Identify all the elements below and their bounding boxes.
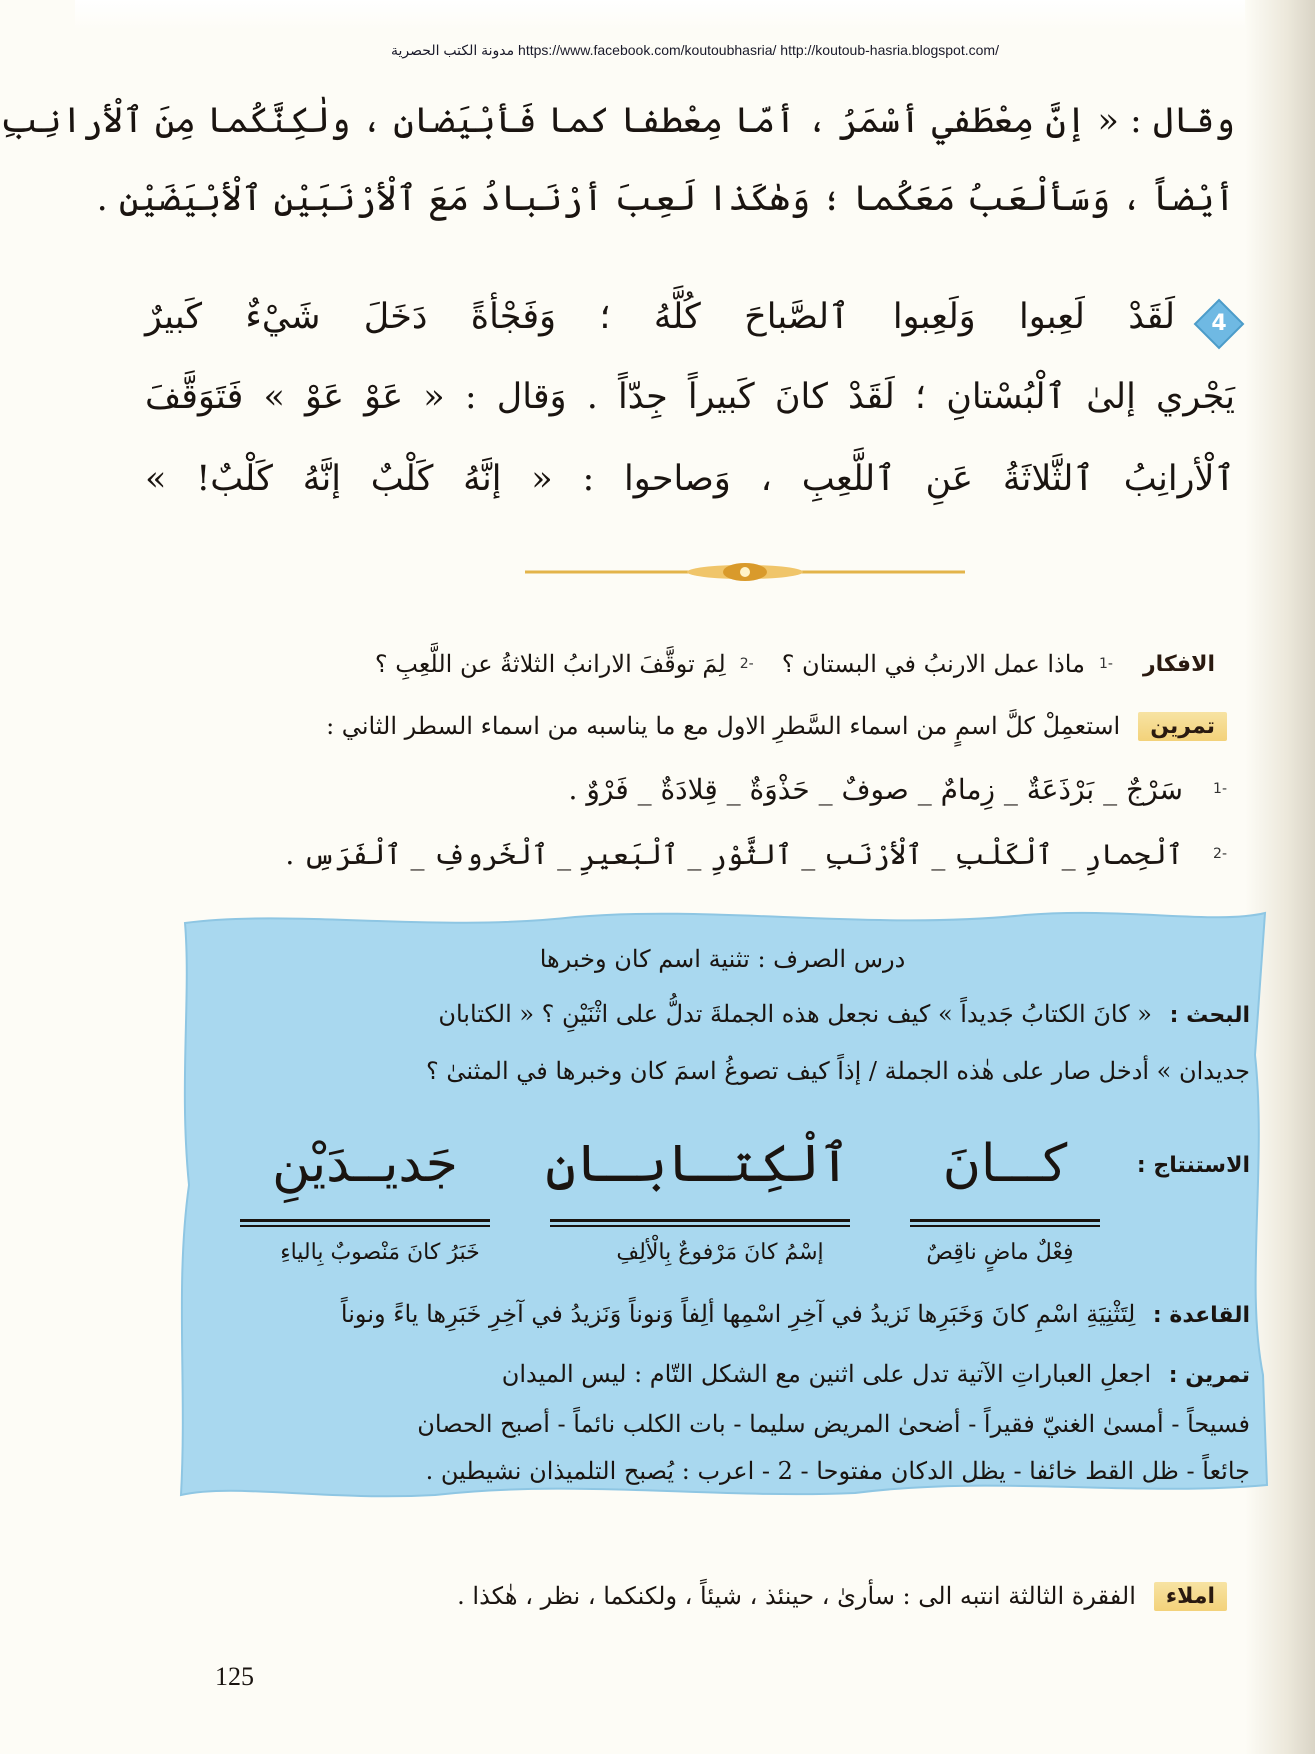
dictation-text: الفقرة الثالثة انتبه الى : سأرىٰ ، حينئذ ، شيئاً ، ولكنكما ، نظر ، هٰكذا .	[457, 1582, 1136, 1610]
caption-alkitaban: إسْمُ كانَ مَرْفوعٌ بِالْألِفِ	[616, 1240, 824, 1265]
underline-kana	[910, 1219, 1100, 1227]
word-jadidayn: جَديــدَيْنِ	[272, 1134, 458, 1194]
ideas-q2-number: -2	[739, 656, 754, 672]
ideas-row	[157, 640, 1227, 688]
panel-exercise-label: تمرين :	[1168, 1363, 1250, 1388]
word-alkitaban: ٱلْكِتـابـانِ	[545, 1134, 850, 1194]
caption-jadidayn: خَبَرُ كانَ مَنْصوبٌ بِالياءِ	[280, 1240, 480, 1265]
rule-label: القاعدة :	[1152, 1303, 1250, 1328]
lesson-title: درس الصرف : تثنية اسم كان وخبرها	[539, 945, 906, 973]
panel-exercise-line-2: فسيحاً - أمسىٰ الغنيّ فقيراً - أضحىٰ المريض سليما - بات الكلب نائماً - أصبح الحصان	[417, 1410, 1250, 1438]
exercise-row-1-number: -1	[1213, 781, 1227, 797]
exercise-row-2-number: -2	[1213, 846, 1227, 862]
story-line-1: وقال : « إنَّ مِعْطَفي أسْمَرُ ، أمّا مِعْطفا كما فَأبْيَضانِ ، ولٰكِنَّكُما مِنَ ٱلْأرانِبِ	[0, 101, 1235, 141]
story-line-2: أيْضاً ، وَسَألْعَبُ مَعَكُما ؛ وَهٰكَذا لَعِبَ أرْنَبادُ مَعَ ٱلْأرْنَبَيْنِ ٱلْأبْيَضَيْنِ .	[96, 179, 1235, 219]
page-number: 125	[215, 1662, 254, 1691]
panel-exercise-text-1: اجعلِ العباراتِ الآتية تدل على اثنين مع الشكل التّام : ليس الميدان	[501, 1360, 1152, 1388]
word-kana: كـــانَ	[942, 1134, 1068, 1194]
underline-alkitaban	[550, 1219, 850, 1227]
caption-kana: فِعْلٌ ماضٍ ناقِصٌ	[926, 1240, 1074, 1265]
panel-exercise-line-1	[200, 1360, 1250, 1388]
paragraph-number: 4	[1211, 311, 1227, 336]
story-line-5: ٱلْأرانِبُ ٱلثَّلاثَةُ عَنِ ٱللَّعِبِ ، وَصاحوا : « إنَّهُ كَلْبٌ إنَّهُ كَلْبٌ! »	[145, 459, 1235, 499]
ornamental-divider	[525, 560, 965, 584]
research-label: البحث :	[1169, 1003, 1250, 1028]
ideas-q1-number: -1	[1098, 656, 1113, 672]
rule-line	[200, 1300, 1250, 1328]
exercise-row-2-words: ٱلْحِمارِ _ ٱلْكَلْبِ _ ٱلْأرْنَبِ _ ٱلثَّوْرِ _ ٱلْبَعيرِ _ ٱلْخَروفِ _ ٱلْفَرَسِ .	[285, 837, 1184, 871]
research-line-2: جديدان » أدخل صار على هٰذه الجملة / إذاً كيف تصوغُ اسمَ كان وخبرها في المثنىٰ ؟	[425, 1057, 1250, 1085]
panel-exercise-line-3: جائعاً - ظل القط خائفا - يظل الدكان مفتوحا - 2 - اعرب : يُصبح التلميذان نشيطين .	[425, 1457, 1250, 1485]
research-line-1	[200, 1000, 1250, 1028]
exercise-instruction-row	[157, 702, 1227, 750]
exercise-instruction: استعمِلْ كلَّ اسمٍ من اسماء السَّطرِ الاول مع ما يناسبه من اسماء السطر الثاني :	[326, 712, 1121, 740]
underline-jadidayn	[240, 1219, 490, 1227]
dictation-row	[157, 1572, 1227, 1620]
conclusion-row	[200, 1125, 1250, 1235]
page-top-edge	[75, 0, 1315, 30]
ideas-label: الافكار	[1142, 651, 1215, 677]
story-line-3: لَقَدْ لَعِبوا وَلَعِبوا ٱلصَّباحَ كُلَّهُ ؛ وَفَجْأةً دَخَلَ شَيْءٌ كَبيرٌ	[145, 297, 1175, 337]
ideas-question-2: لِمَ توقَّفَ الارانبُ الثلاثةُ عن اللَّعِبِ ؟	[374, 650, 726, 678]
paragraph-marker	[1193, 298, 1245, 350]
story-line-4: يَجْري إلىٰ ٱلْبُسْتانِ ؛ لَقَدْ كانَ كَبيراً جِدّاً . وَقال : « عَوْ عَوْ » فَتَوَقَّفَ	[145, 377, 1235, 417]
research-text-1: « كانَ الكتابُ جَديداً » كيف نجعل هذه الجملةَ تدلُّ على اثْنَيْنِ ؟ « الكتابان	[438, 1000, 1152, 1028]
exercise-row-1	[157, 765, 1227, 813]
exercise-row-2	[157, 830, 1227, 878]
rule-text: لِتَثْنِيَةِ اسْمِ كانَ وَخَبَرِها نَزيدُ في آخِرِ اسْمِها ألِفاً وَنوناً وَنَزيدُ في آخِرِ خَبَرِها ياءً ونوناً	[340, 1300, 1136, 1328]
exercise-label: تمرين	[1138, 712, 1227, 741]
grammar-panel	[175, 905, 1270, 1500]
conclusion-label: الاستنتاج :	[1136, 1153, 1250, 1178]
ideas-question-1: ماذا عمل الارنبُ في البستان ؟	[781, 650, 1085, 678]
source-watermark: /https://www.facebook.com/koutoubhasria/ http://koutoub-hasria.blogspot.com مدونة الكتب الحصرية	[391, 42, 999, 58]
exercise-row-1-words: سَرْجٌ _ بَرْذَعَةٌ _ زِمامٌ _ صوفٌ _ حَذْوَةٌ _ قِلادَةٌ _ فَرْوٌ .	[568, 772, 1184, 806]
dictation-label: املاء	[1154, 1582, 1227, 1611]
